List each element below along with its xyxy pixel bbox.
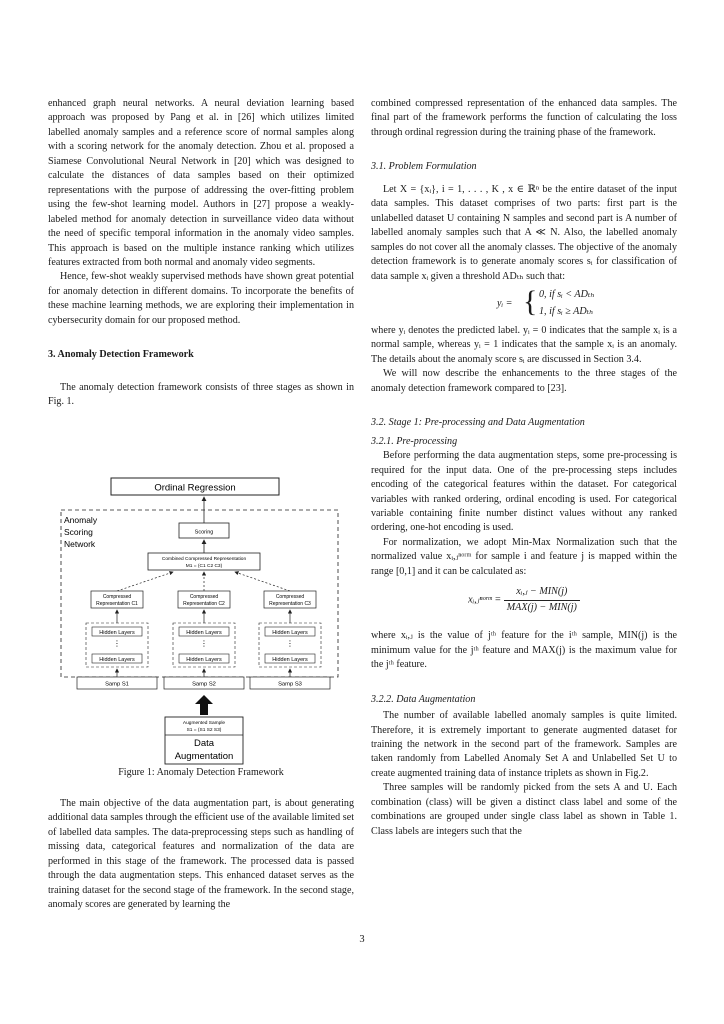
right-column [371,97,677,839]
left-paragraph-3: The anomaly detection framework consists of three stages as shown in Fig. 1. [48,381,354,408]
subsection-3-2-1: 3.2.1. Pre-processing [371,435,458,447]
hidden-layers-group-2 [173,623,235,667]
figure-1 [48,473,354,768]
sample-s2-box [164,677,244,689]
svg-text:Compressed: Compressed [102,594,132,600]
left-paragraph-2: Hence, few-shot weakly supervised methods have shown great potential for anomaly detection in different domains. To incorporate the benefits of these machine learning methods, we are exploring their implementation in cybersecurity domain for our proposed method. [48,271,354,326]
right-paragraph-5: Before performing the data augmentation steps, some pre-processing is required for the input data. One of the pre-processing steps includes encoding of the categorical features within the dataset. For categorical variables with ranked ordering, ordinal encoding is used. For categorical variable containing finite number distinct values without any ranked ordering, one-hot encoding is used. [371,450,677,534]
svg-text:Samp S3: Samp S3 [278,681,302,688]
augmented-sample-line1: Augmented Sample [182,721,226,726]
section-heading-3: 3. Anomaly Detection Framework [48,349,194,361]
left-paragraph-1: enhanced graph neural networks. A neural deviation learning based approach was proposed by Pang et al. in [26] which utilizes limited labelled anomaly samples and a reference score of normal samples along with a scoring network for the anomaly detection. Zhou et al. proposed a Siamese Convolutional Neural Network in [20] which was designed to calculate the distances of data samples based on their optimized representations with the purpose of addressing the over-fitting problem using the few-shot learning model. Authors in [27] propose a weakly-labeled method for anomaly detection in surveillance video data without the need of specific temporal information in the anomaly video samples. This approach is based on the multiple instance ranking which utilizes features extracted from both normal and anomaly video segments. [48,98,354,268]
equation-2-lhs: xᵢ,ⱼⁿᵒʳᵐ = [468,594,502,606]
subsection-3-1: 3.1. Problem Formulation [371,161,477,173]
svg-text:Representation C3: Representation C3 [269,601,311,607]
svg-text:⋮: ⋮ [113,639,121,648]
svg-text:Hidden Layers: Hidden Layers [272,657,308,663]
framework-diagram [48,473,354,768]
data-augmentation-label-line2: Augmentation [174,751,234,762]
right-paragraph-6: For normalization, we adopt Min-Max Normalization such that the normalized value xᵢ,ⱼⁿᵒʳᵐ for sample i and feature j is mapped within the range [0,1] and it can be calculated as: [371,536,677,577]
svg-text:Samp S1: Samp S1 [105,681,129,688]
svg-text:⋮: ⋮ [200,639,208,648]
data-augmentation-label-line1: Data [193,738,215,749]
sample-s1-box [77,677,157,689]
compressed-representation-c2 [178,591,230,608]
svg-text:Representation C1: Representation C1 [96,601,138,607]
svg-text:Hidden Layers: Hidden Layers [186,630,222,636]
network-label-line3: Network [64,539,96,549]
subsection-3-2: 3.2. Stage 1: Pre-processing and Data Augmentation [371,417,585,429]
page-number: 3 [359,934,365,945]
right-paragraph-4: We will now describe the enhancements to the three stages of the anomaly detection framework compared to [23]. [371,368,677,394]
left-column-bottom [48,797,354,913]
svg-text:Compressed: Compressed [189,594,219,600]
svg-text:Hidden Layers: Hidden Layers [99,630,135,636]
right-paragraph-9: Three samples will be randomly picked from the sets A and U. Each combination (class) will be given a distinct class label and some of the combinations are grouped under single class label as shown in Table 1. Class labels are integers such that the [371,782,677,837]
scoring-label: Scoring [194,529,214,536]
equation-2-numerator: xᵢ,ⱼ − MIN(j) [504,585,580,600]
hidden-layers-group-1 [86,623,148,667]
sample-s3-box [250,677,330,689]
left-column [48,97,354,410]
compressed-representation-c3 [264,591,316,608]
big-up-arrow-icon [195,695,213,715]
left-paragraph-4: The main objective of the data augmentation part, is about generating additional data samples through the efficient use of the available limited set of labelled data samples. The data-preprocessing steps such as handling of missing data, categorical features and normalization of the data are performed in this stage of the framework. The processed data is passed through the data augmentation steps. This enhanced dataset serves as the training dataset for the second stage of the framework. In the second stage, anomaly scores are generated by learning the [48,798,354,911]
equation-1 [371,284,677,324]
equation-2 [371,579,677,629]
compressed-representation-c1 [91,591,143,608]
right-paragraph-8: The number of available labelled anomaly samples is quite limited. Therefore, it is extremely important to generate augmented dataset for training the network in the second part of the framework. Samples are taken randomly from Labelled Anomaly Set A and Unlabelled Set U to create augmented training data of instance triplets as shown in Fig.2. [371,710,677,779]
combined-representation-line1: Combined Compressed Representation [161,557,247,562]
hidden-layers-group-3 [259,623,321,667]
ordinal-regression-label: Ordinal Regression [154,482,236,494]
equation-1-case1: 0, if sᵢ < ADₜₕ [539,288,595,300]
right-paragraph-3: where yᵢ denotes the predicted label. yᵢ = 0 indicates that the sample xᵢ is a normal sample, whereas yᵢ = 1 indicates that the sample xᵢ is an anomaly. The details about the anomaly score sᵢ are discussed in Section 3.4. [371,324,677,365]
equation-2-denominator: MAX(j) − MIN(j) [506,601,577,613]
equation-1-case2: 1, if sᵢ ≥ ADₜₕ [539,305,594,317]
svg-text:Hidden Layers: Hidden Layers [99,657,135,663]
figure-caption: Figure 1: Anomaly Detection Framework [118,767,284,778]
right-paragraph-1: combined compressed representation of the enhanced data samples. The final part of the framework performs the function of calculating the loss through ordinal regression during the training phase of the framework. [371,98,677,138]
combined-representation-line2: M1 = (C1 C2 C3) [185,564,223,569]
svg-text:⋮: ⋮ [286,639,294,648]
svg-text:Hidden Layers: Hidden Layers [186,657,222,663]
augmented-sample-line2: S1 = (S1 S2 S3) [186,728,222,733]
brace-icon: { [523,284,538,318]
svg-text:Compressed: Compressed [275,594,305,600]
network-label-line2: Scoring [64,527,93,537]
svg-text:Hidden Layers: Hidden Layers [272,630,308,636]
subsection-3-2-2: 3.2.2. Data Augmentation [371,693,476,705]
svg-text:Samp S2: Samp S2 [192,681,216,688]
right-paragraph-2: Let X = {xᵢ}, i = 1, . . . , K , x ∈ ℝⁿ be the entire dataset of the input data samples. This dataset comprises of two parts: first part is the unlabelled dataset U containing N samples and second part is A number of labelled anomaly samples such that A ≪ N. Also, the labelled anomaly samples do not cover all the anomaly classes. The objective of the anomaly detection framework is to generate anomaly scores sᵢ for classification of data sample xᵢ given a threshold ADₜₕ such that: [371,183,677,282]
equation-2-fraction [504,585,580,615]
equation-1-lhs: yᵢ = [497,297,513,309]
network-label-line1: Anomaly [64,515,98,525]
svg-text:Representation C2: Representation C2 [183,601,225,607]
right-paragraph-7: where xᵢ,ⱼ is the value of jᵗʰ feature for the iᵗʰ sample, MIN(j) is the minimum value for the jᵗʰ feature and MAX(j) is the maximum value for the jᵗʰ feature. [371,630,677,671]
